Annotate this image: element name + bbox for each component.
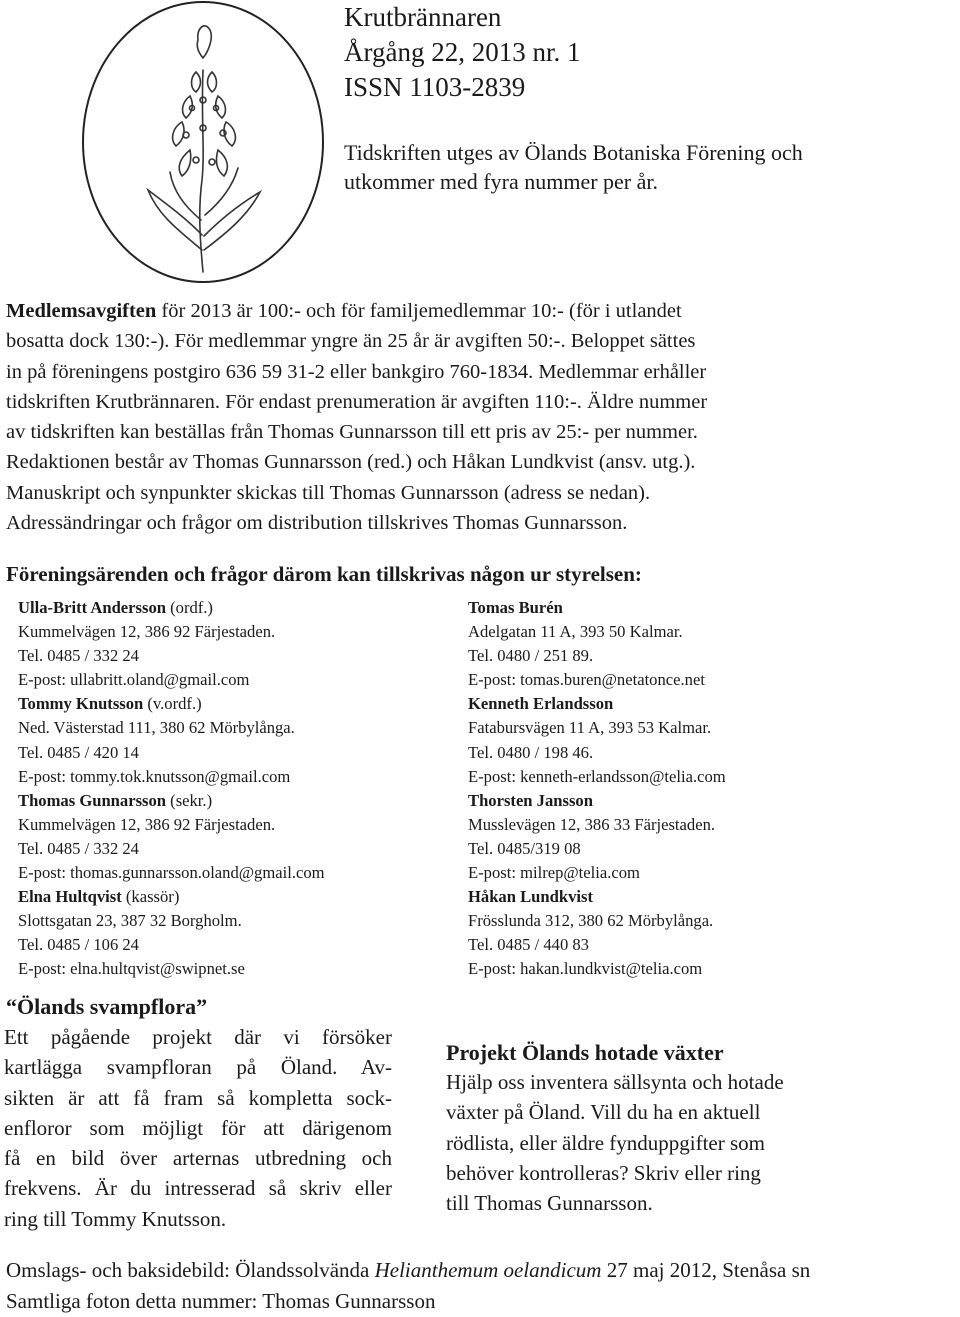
contact-card: [468, 885, 726, 981]
contact-address: Frösslunda 312, 380 62 Mörbylånga.: [468, 911, 714, 931]
notice-line: till Thomas Gunnarsson.: [446, 1191, 653, 1216]
hotade-body: [446, 1067, 784, 1218]
contact-address: Slottsgatan 23, 387 32 Borgholm.: [18, 911, 242, 931]
notice-line: enfloror som möjligt för att därigenom: [4, 1115, 392, 1140]
contact-card: [18, 789, 325, 885]
contact-card: [468, 596, 726, 692]
contact-name: Thorsten Jansson: [468, 790, 593, 810]
notice-line: kartlägga svampfloran på Öland. Av-: [4, 1055, 392, 1080]
contact-name: Tomas Burén: [468, 598, 563, 617]
hotade-title: Projekt Ölands hotade växter: [446, 1040, 724, 1065]
board-contacts-left: [18, 596, 325, 982]
contact-address: Ned. Västerstad 111, 380 62 Mörbylånga.: [18, 718, 295, 738]
paragraph-line: in på föreningens postgiro 636 59 31-2 eller bankgiro 760-1834. Medlemmar erhåller: [6, 360, 707, 383]
orchid-icon: [148, 26, 260, 272]
contact-address: Kummelvägen 12, 386 92 Färjestaden.: [18, 814, 276, 834]
contact-name: Ulla-Britt Andersson: [18, 598, 166, 617]
contact-phone: Tel. 0485 / 106 24: [18, 935, 139, 955]
contact-email: E-post: elna.hultqvist@swipnet.se: [18, 959, 245, 979]
contact-role: (sekr.): [166, 790, 213, 810]
contact-phone: Tel. 0485 / 420 14: [18, 742, 139, 762]
intro-line: Tidskriften utges av Ölands Botaniska Förening och: [344, 140, 803, 165]
photos-credit: Samtliga foton detta nummer: Thomas Gunnarsson: [6, 1289, 436, 1313]
photo-credits: [6, 1255, 810, 1317]
notice-line: behöver kontrolleras? Skriv eller ring: [446, 1160, 761, 1185]
contact-phone: Tel. 0485/319 08: [468, 838, 581, 858]
board-heading: Föreningsärenden och frågor därom kan tillskrivas någon ur styrelsen:: [6, 562, 642, 586]
paragraph-line: Adressändringar och frågor om distribution tillskrives Thomas Gunnarsson.: [6, 512, 628, 535]
issn-number: ISSN 1103-2839: [344, 72, 526, 102]
svampflora-body: [4, 1022, 392, 1234]
contact-email: E-post: thomas.gunnarsson.oland@gmail.com: [18, 863, 325, 883]
membership-paragraph: [6, 296, 960, 538]
contact-name: Thomas Gunnarsson: [18, 790, 167, 810]
contact-email: E-post: tommy.tok.knutsson@gmail.com: [18, 766, 291, 786]
publisher-intro: [344, 138, 803, 196]
contact-address: Adelgatan 11 A, 393 50 Kalmar.: [468, 622, 683, 642]
volume-issue: Årgång 22, 2013 nr. 1: [344, 37, 581, 67]
intro-line: utkommer med fyra nummer per år.: [344, 169, 659, 194]
contact-phone: Tel. 0480 / 251 89.: [468, 646, 594, 666]
notice-line: Hjälp oss inventera sällsynta och hotade: [446, 1070, 784, 1094]
contact-name: Elna Hultqvist: [18, 887, 122, 907]
contact-card: [18, 692, 325, 788]
contact-role: (v.ordf.): [143, 694, 202, 714]
contact-address: Musslevägen 12, 386 33 Färjestaden.: [468, 814, 716, 834]
contact-email: E-post: kenneth-erlandsson@telia.com: [468, 766, 726, 786]
contact-phone: Tel. 0480 / 198 46.: [468, 742, 594, 762]
contact-email: E-post: milrep@telia.com: [468, 863, 640, 883]
notice-line: Ett pågående projekt där vi försöker: [4, 1025, 392, 1049]
masthead: [344, 0, 581, 105]
board-contacts-right: [468, 596, 726, 982]
cover-photo-credit: Omslags- och baksidebild: Ölandssolvända Helianthemum oelandicum 27 maj 2012, Stenåsa sn: [6, 1258, 811, 1282]
contact-phone: Tel. 0485 / 332 24: [18, 646, 139, 666]
paragraph-line: av tidskriften kan beställas från Thomas Gunnarsson till ett pris av 25:- per nummer.: [6, 421, 698, 444]
svampflora-notice: [4, 994, 392, 1234]
notice-line: växter på Öland. Vill du ha en aktuell: [446, 1100, 761, 1125]
paragraph-line: Manuskript och synpunkter skickas till Thomas Gunnarsson (adress se nedan).: [6, 481, 651, 504]
contact-card: [468, 692, 726, 788]
contact-email: E-post: ullabritt.oland@gmail.com: [18, 670, 250, 690]
contact-name: Tommy Knutsson: [18, 694, 144, 714]
paragraph-line: tidskriften Krutbrännaren. För endast prenumeration är avgiften 110:-. Äldre nummer: [6, 390, 708, 413]
contact-role: (kassör): [121, 887, 180, 907]
contact-card: [18, 596, 325, 692]
contact-phone: Tel. 0485 / 332 24: [18, 838, 139, 858]
contact-address: Fatabursvägen 11 A, 393 53 Kalmar.: [468, 718, 712, 738]
contact-role: (ordf.): [165, 598, 213, 617]
contact-address: Kummelvägen 12, 386 92 Färjestaden.: [18, 622, 276, 642]
notice-line: ring till Tommy Knutsson.: [4, 1206, 227, 1231]
notice-line: få en bild över arternas utbredning och: [4, 1146, 392, 1171]
contact-name: Håkan Lundkvist: [468, 887, 593, 907]
paragraph-line: bosatta dock 130:-). För medlemmar yngre än 25 år är avgiften 50:-. Beloppet sättes: [6, 330, 696, 353]
contact-card: [18, 885, 325, 981]
hotade-vaxter-notice: [446, 1040, 784, 1218]
svampflora-title: “Ölands svampflora”: [6, 994, 208, 1019]
notice-line: rödlista, eller äldre fynduppgifter som: [446, 1130, 765, 1155]
species-name: Helianthemum oelandicum: [374, 1258, 602, 1282]
contact-name: Kenneth Erlandsson: [468, 694, 614, 714]
orchid-emblem-illustration: [78, 0, 328, 292]
contact-phone: Tel. 0485 / 440 83: [468, 935, 589, 955]
contact-email: E-post: tomas.buren@netatonce.net: [468, 670, 705, 690]
notice-line: frekvens. Är du intresserad så skriv eller: [4, 1176, 392, 1201]
contact-card: [468, 789, 726, 885]
membership-label: Medlemsavgiften: [6, 300, 157, 322]
paragraph-line: Medlemsavgiften för 2013 är 100:- och för familjemedlemmar 10:- (för i utlandet: [6, 300, 682, 322]
paragraph-line: Redaktionen består av Thomas Gunnarsson (red.) och Håkan Lundkvist (ansv. utg.).: [6, 451, 696, 474]
magazine-title: Krutbrännaren: [344, 2, 502, 32]
contact-email: E-post: hakan.lundkvist@telia.com: [468, 959, 703, 979]
notice-line: sikten är att få fram så kompletta sock-: [4, 1085, 392, 1110]
